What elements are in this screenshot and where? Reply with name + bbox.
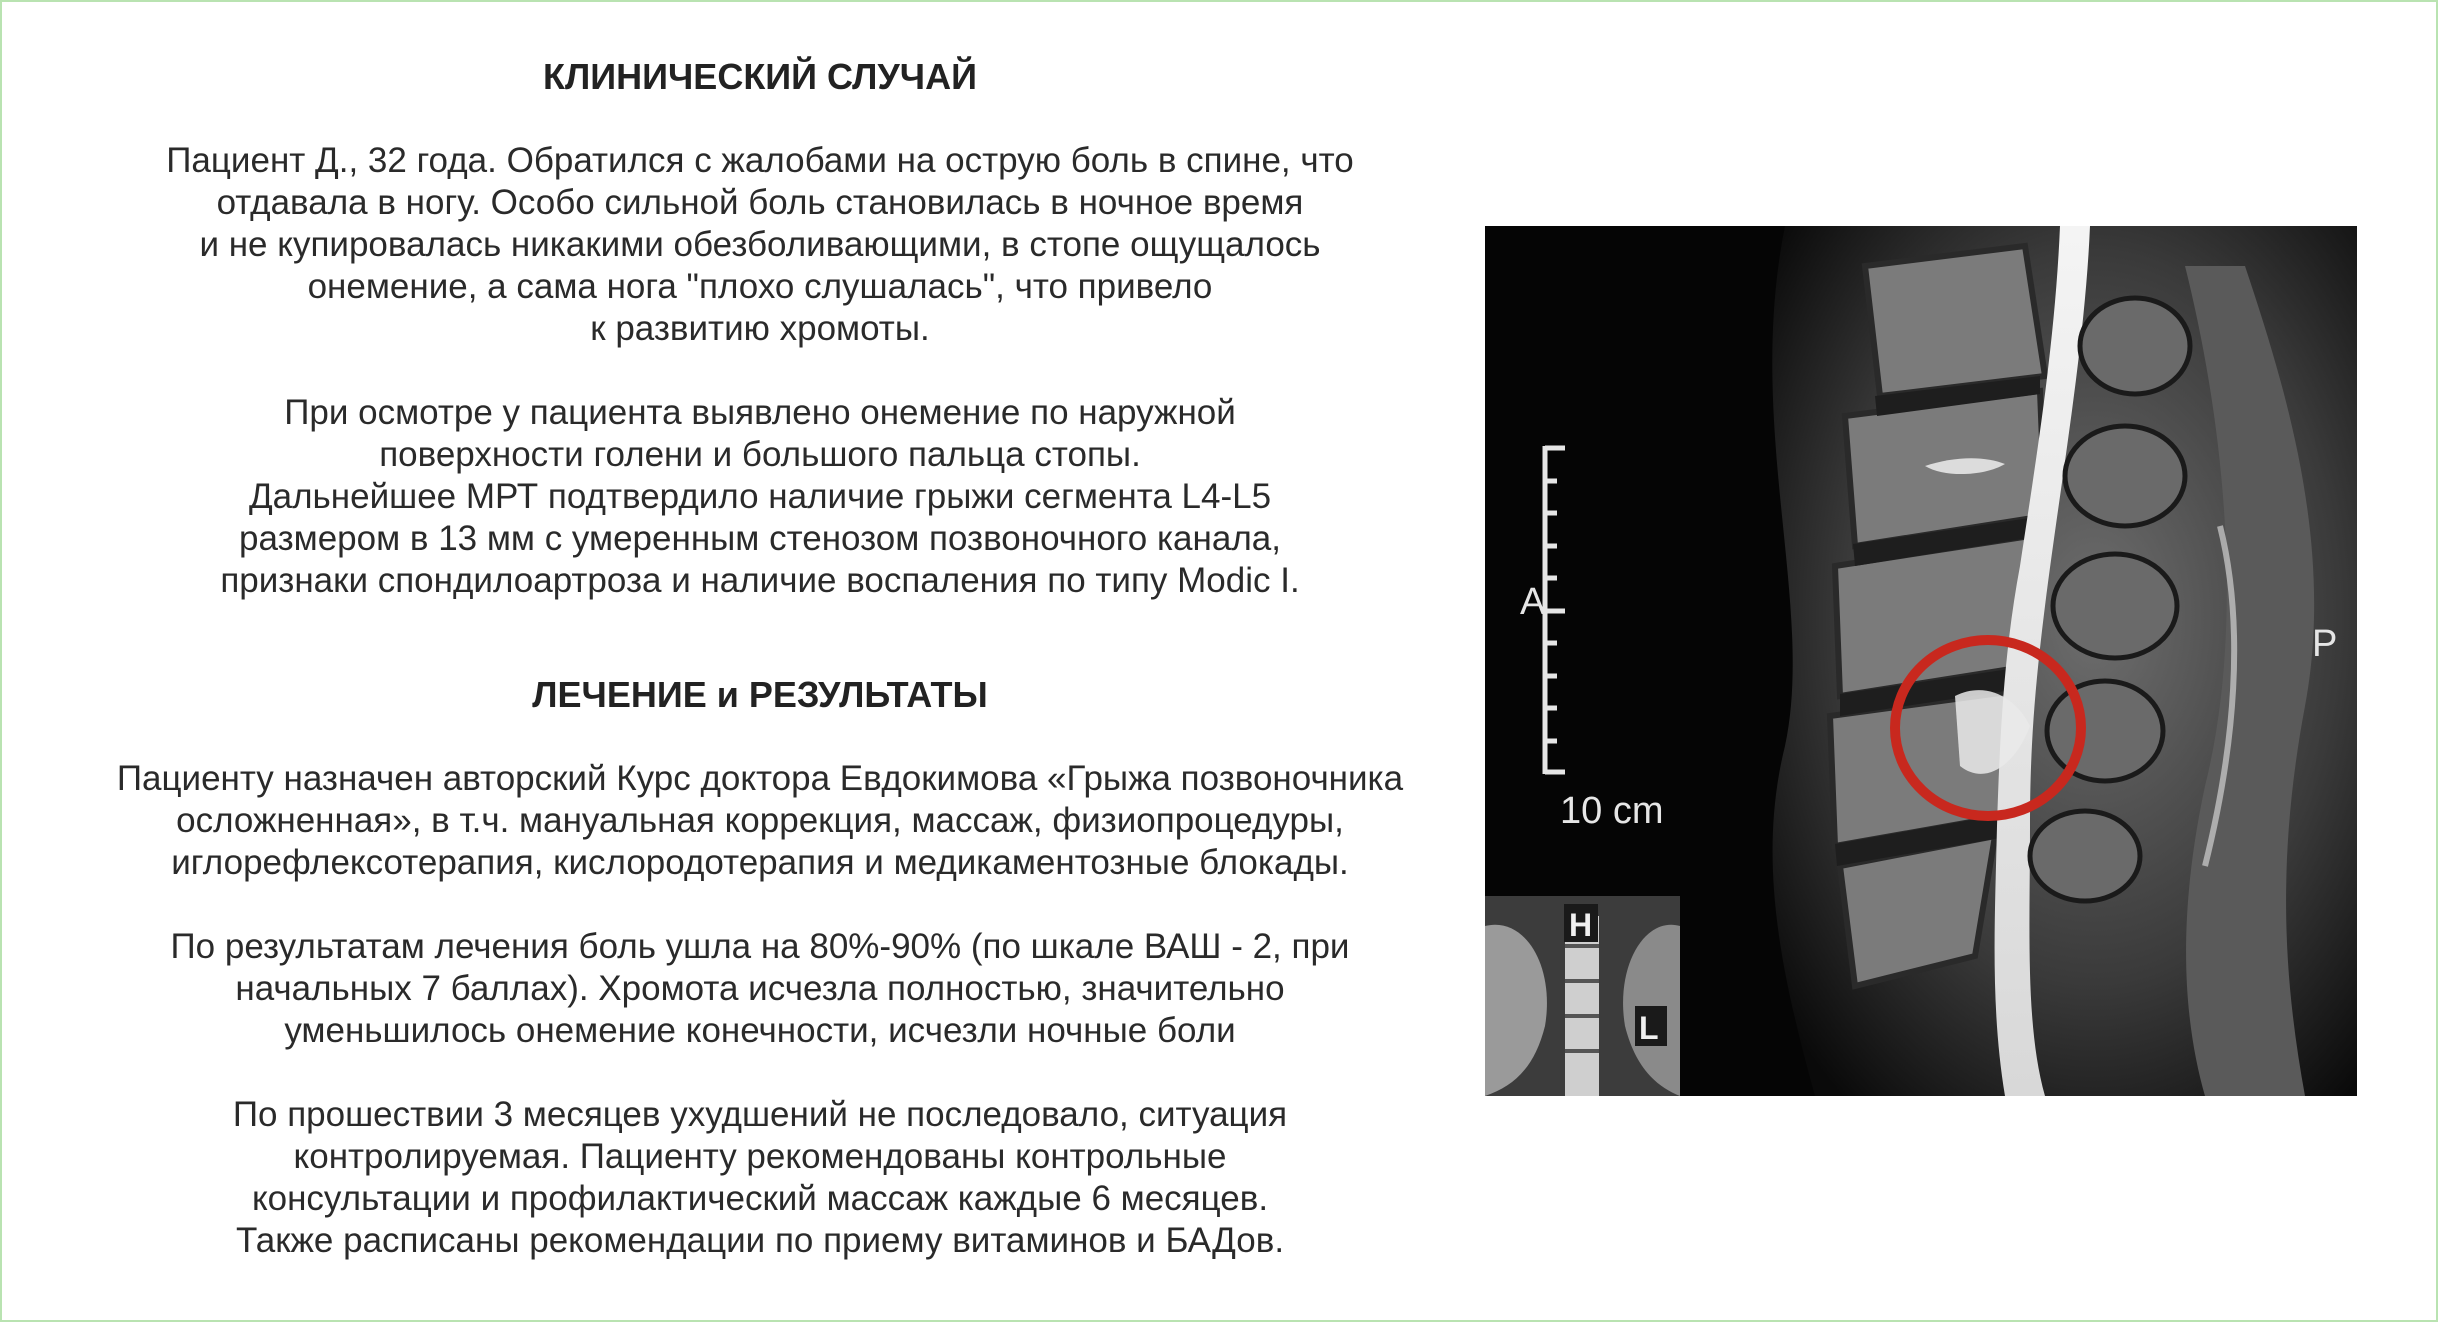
course-paragraph	[40, 758, 1480, 884]
text-line: Пациент Д., 32 года. Обратился с жалобами на острую боль в спине, что	[166, 141, 1354, 180]
text-line: Также расписаны рекомендации по приему витаминов и БАДов.	[235, 1221, 1285, 1260]
text-line: поверхности голени и большого пальца стопы.	[379, 435, 1141, 474]
label-posterior: P	[2312, 623, 2338, 665]
text-line: начальных 7 баллах). Хромота исчезла полностью, значительно	[235, 969, 1285, 1008]
text-line: консультации и профилактический массаж каждые 6 месяцев.	[251, 1179, 1269, 1218]
followup-paragraph	[40, 1094, 1480, 1262]
mri-scan-illustration	[1485, 226, 2357, 1096]
inset-thumbnail	[1485, 896, 1680, 1096]
inset-label-side: L	[1639, 1010, 1659, 1046]
text-line: Дальнейшее МРТ подтвердило наличие грыжи сегмента L4-L5	[248, 477, 1272, 516]
complaint-paragraph	[40, 140, 1480, 350]
text-line: контролируемая. Пациенту рекомендованы контрольные	[293, 1137, 1227, 1176]
text-line: По прошествии 3 месяцев ухудшений не последовало, ситуация	[232, 1095, 1288, 1134]
text-line: признаки спондилоартроза и наличие воспаления по типу Modic I.	[220, 561, 1300, 600]
text-line: отдавала в ногу. Особо сильной боль становилась в ночное время	[216, 183, 1304, 222]
text-column	[40, 50, 1480, 1262]
text-line: По результатам лечения боль ушла на 80%-90% (по шкале ВАШ - 2, при	[170, 927, 1350, 966]
text-line: Пациенту назначен авторский Курс доктора Евдокимова «Грыжа позвоночника	[116, 759, 1404, 798]
text-line: размером в 13 мм с умеренным стенозом позвоночного канала,	[239, 519, 1281, 558]
text-line: осложненная», в т.ч. мануальная коррекция, массаж, физиопроцедуры,	[176, 801, 1344, 840]
text-line: иглорефлексотерапия, кислородотерапия и медикаментозные блокады.	[171, 843, 1349, 882]
label-anterior: A	[1520, 581, 1546, 623]
inset-label-top: H	[1569, 907, 1593, 943]
text-line: онемение, а сама нога "плохо слушалась", что привело	[307, 267, 1213, 306]
text-line: уменьшилось онемение конечности, исчезли ночные боли	[284, 1011, 1236, 1050]
results-paragraph	[40, 926, 1480, 1052]
treatment-title: ЛЕЧЕНИЕ и РЕЗУЛЬТАТЫ	[532, 674, 988, 715]
mri-image	[1485, 226, 2357, 1096]
text-line: и не купировалась никакими обезболивающими, в стопе ощущалось	[199, 225, 1321, 264]
text-line: к развитию хромоты.	[590, 309, 930, 348]
exam-paragraph	[40, 392, 1480, 602]
case-title: КЛИНИЧЕСКИЙ СЛУЧАЙ	[543, 56, 977, 97]
text-line: При осмотре у пациента выявлено онемение по наружной	[284, 393, 1236, 432]
scale-label: 10 cm	[1560, 790, 1664, 832]
